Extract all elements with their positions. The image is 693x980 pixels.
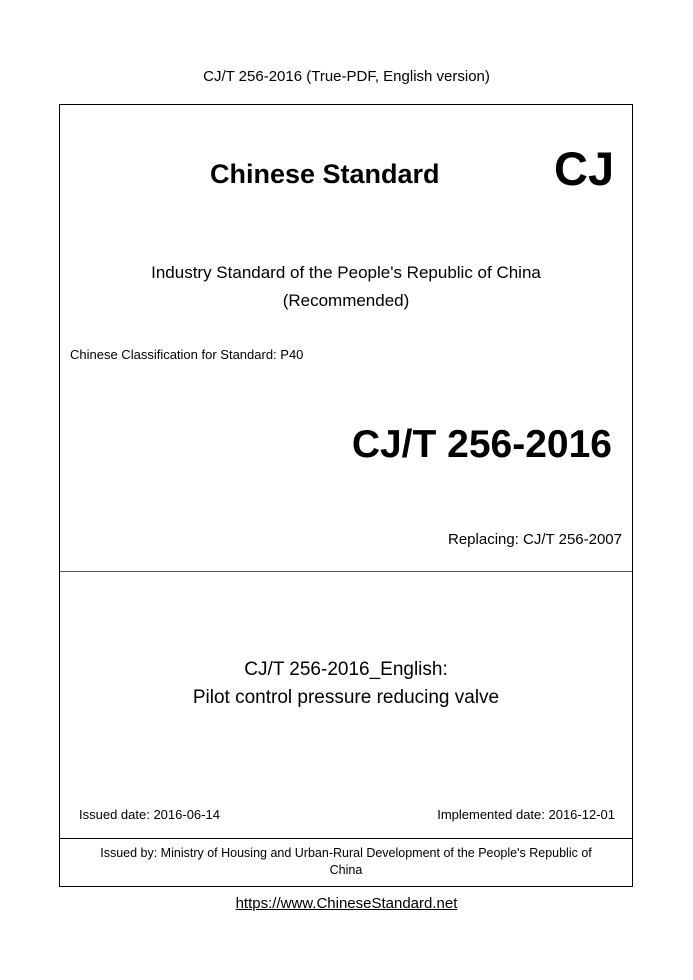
cover-top-panel [60,105,632,572]
subtitle-line-2: (Recommended) [282,291,410,310]
issued-date: Issued date: 2016-06-14 [79,807,220,822]
implemented-date: Implemented date: 2016-12-01 [437,807,615,822]
cj-logo: CJ [554,142,615,195]
issuer-panel [60,839,632,886]
subtitle-line-1: Industry Standard of the People's Republic of China [151,263,541,282]
cover-subtitle [60,259,632,315]
cover-title: Chinese Standard [210,159,440,189]
standard-number: CJ/T 256-2016 [351,423,612,466]
cover-frame [59,104,633,887]
document-header: CJ/T 256-2016 (True-PDF, English version) [203,68,490,85]
english-title-line-2: Pilot control pressure reducing valve [192,687,500,708]
classification-label: Chinese Classification for Standard: P40 [70,347,304,362]
english-title [60,656,632,712]
cover-middle-panel [60,572,632,839]
issuer-line-1: Issued by: Ministry of Housing and Urban-Rural Development of the People's Republic of [100,846,592,860]
website-link[interactable]: https://www.ChineseStandard.net [235,895,458,912]
english-title-line-1: CJ/T 256-2016_English: [244,659,448,680]
issuer-line-2: China [329,863,363,877]
replacing-label: Replacing: CJ/T 256-2007 [448,531,622,548]
